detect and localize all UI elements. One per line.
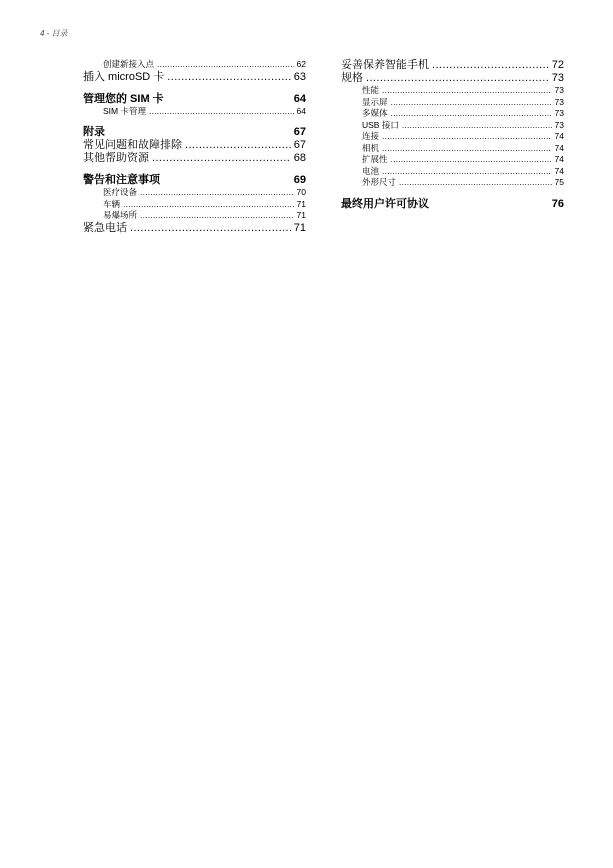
toc-entry-page: 71 xyxy=(296,210,306,220)
toc-entry-title: 规格 xyxy=(341,72,363,84)
toc-entry[interactable] xyxy=(341,154,564,166)
toc-entry-title: USB 接口 xyxy=(362,119,399,130)
toc-entry[interactable] xyxy=(341,177,564,189)
toc-leader xyxy=(366,72,549,85)
toc-entry-title: 扩展性 xyxy=(362,154,388,164)
toc-leader xyxy=(391,108,552,120)
toc-leader xyxy=(123,199,294,211)
toc-leader xyxy=(391,97,552,109)
toc-entry-page: 73 xyxy=(551,72,564,84)
toc-entry-title: 易爆场所 xyxy=(103,210,138,220)
toc-entry-title: 插入 microSD 卡 xyxy=(83,70,165,83)
toc-leader xyxy=(167,71,290,84)
toc-section-heading[interactable] xyxy=(83,174,306,187)
toc-entry[interactable] xyxy=(83,199,306,211)
toc-entry[interactable] xyxy=(83,71,306,84)
toc-entry-title: 管理您的 SIM 卡 xyxy=(83,92,164,105)
toc-leader xyxy=(402,120,552,132)
toc-entry[interactable] xyxy=(341,97,564,109)
toc-leader xyxy=(391,154,552,166)
toc-entry-title: 常见问题和故障排除 xyxy=(83,139,182,151)
toc-leader xyxy=(382,143,552,155)
toc-section-heading[interactable] xyxy=(83,126,306,139)
toc-entry-page: 71 xyxy=(296,198,306,209)
toc-leader xyxy=(152,152,291,165)
toc-entry-page: 73 xyxy=(554,96,564,107)
toc-entry-page: 74 xyxy=(554,154,564,164)
toc-entry[interactable] xyxy=(341,131,564,143)
toc-entry[interactable] xyxy=(83,139,306,152)
toc-left-column xyxy=(83,59,306,235)
toc-entry[interactable] xyxy=(341,143,564,155)
toc-section-heading[interactable] xyxy=(341,198,564,211)
toc-entry[interactable] xyxy=(83,106,306,118)
toc-entry-page: 62 xyxy=(296,59,306,69)
toc-entry-title: 电池 xyxy=(362,165,380,176)
toc-entry-page: 67 xyxy=(293,126,306,138)
toc-entry[interactable] xyxy=(341,59,564,72)
toc-entry[interactable] xyxy=(341,108,564,120)
toc-entry-page: 73 xyxy=(554,119,564,130)
toc-entry[interactable] xyxy=(83,59,306,71)
toc-right-column xyxy=(341,59,564,211)
toc-leader xyxy=(140,210,294,222)
toc-entry[interactable] xyxy=(341,85,564,97)
toc-entry-page: 76 xyxy=(551,197,564,210)
toc-leader xyxy=(399,177,552,189)
toc-entry-page: 74 xyxy=(554,131,564,141)
toc-section-heading[interactable] xyxy=(83,93,306,106)
toc-leader xyxy=(130,222,291,235)
toc-entry[interactable] xyxy=(83,152,306,165)
toc-leader xyxy=(157,59,294,71)
toc-entry-page: 75 xyxy=(554,177,564,187)
toc-entry-title: 附录 xyxy=(83,126,105,138)
toc-entry-page: 74 xyxy=(554,142,564,153)
toc-entry-title: 相机 xyxy=(362,142,380,153)
toc-entry-title: 医疗设备 xyxy=(103,187,138,197)
toc-entry-page: 71 xyxy=(293,221,306,234)
toc-entry-page: 64 xyxy=(293,92,306,105)
toc-entry-page: 74 xyxy=(554,165,564,176)
toc-entry-title: 外形尺寸 xyxy=(362,177,397,187)
toc-entry[interactable] xyxy=(341,72,564,85)
toc-entry-title: 性能 xyxy=(362,85,380,95)
toc-leader xyxy=(140,187,294,199)
toc-entry-title: 显示屏 xyxy=(362,96,388,107)
toc-entry-title: 紧急电话 xyxy=(83,221,127,234)
toc-entry-page: 69 xyxy=(293,174,306,186)
toc-entry-title: 多媒体 xyxy=(362,108,388,118)
toc-entry-title: 最终用户许可协议 xyxy=(341,197,429,210)
toc-leader xyxy=(432,59,549,72)
toc-entry[interactable] xyxy=(341,166,564,178)
toc-entry-title: 妥善保养智能手机 xyxy=(341,59,429,71)
toc-leader xyxy=(185,139,291,152)
toc-entry-page: 64 xyxy=(296,105,306,116)
toc-entry[interactable] xyxy=(83,210,306,222)
page-header: 4 - 目录 xyxy=(40,29,68,38)
toc-entry-title: 车辆 xyxy=(103,198,121,209)
toc-entry-page: 70 xyxy=(296,187,306,197)
toc-leader xyxy=(382,131,552,143)
toc-entry-title: SIM 卡管理 xyxy=(103,105,146,116)
toc-entry-page: 68 xyxy=(293,152,306,164)
toc-entry-title: 连接 xyxy=(362,131,380,141)
toc-entry-title: 其他帮助资源 xyxy=(83,152,149,164)
toc-entry-page: 63 xyxy=(293,70,306,83)
toc-entry-title: 警告和注意事项 xyxy=(83,174,160,186)
toc-leader xyxy=(149,106,294,118)
toc-entry-page: 72 xyxy=(551,59,564,71)
toc-entry[interactable] xyxy=(83,187,306,199)
toc-entry-page: 73 xyxy=(554,85,564,95)
toc-leader xyxy=(382,85,552,97)
toc-entry-title: 创建新接入点 xyxy=(103,59,155,69)
toc-entry-page: 67 xyxy=(293,139,306,151)
toc-entry[interactable] xyxy=(83,222,306,235)
toc-leader xyxy=(382,166,552,178)
toc-entry[interactable] xyxy=(341,120,564,132)
toc-entry-page: 73 xyxy=(554,108,564,118)
